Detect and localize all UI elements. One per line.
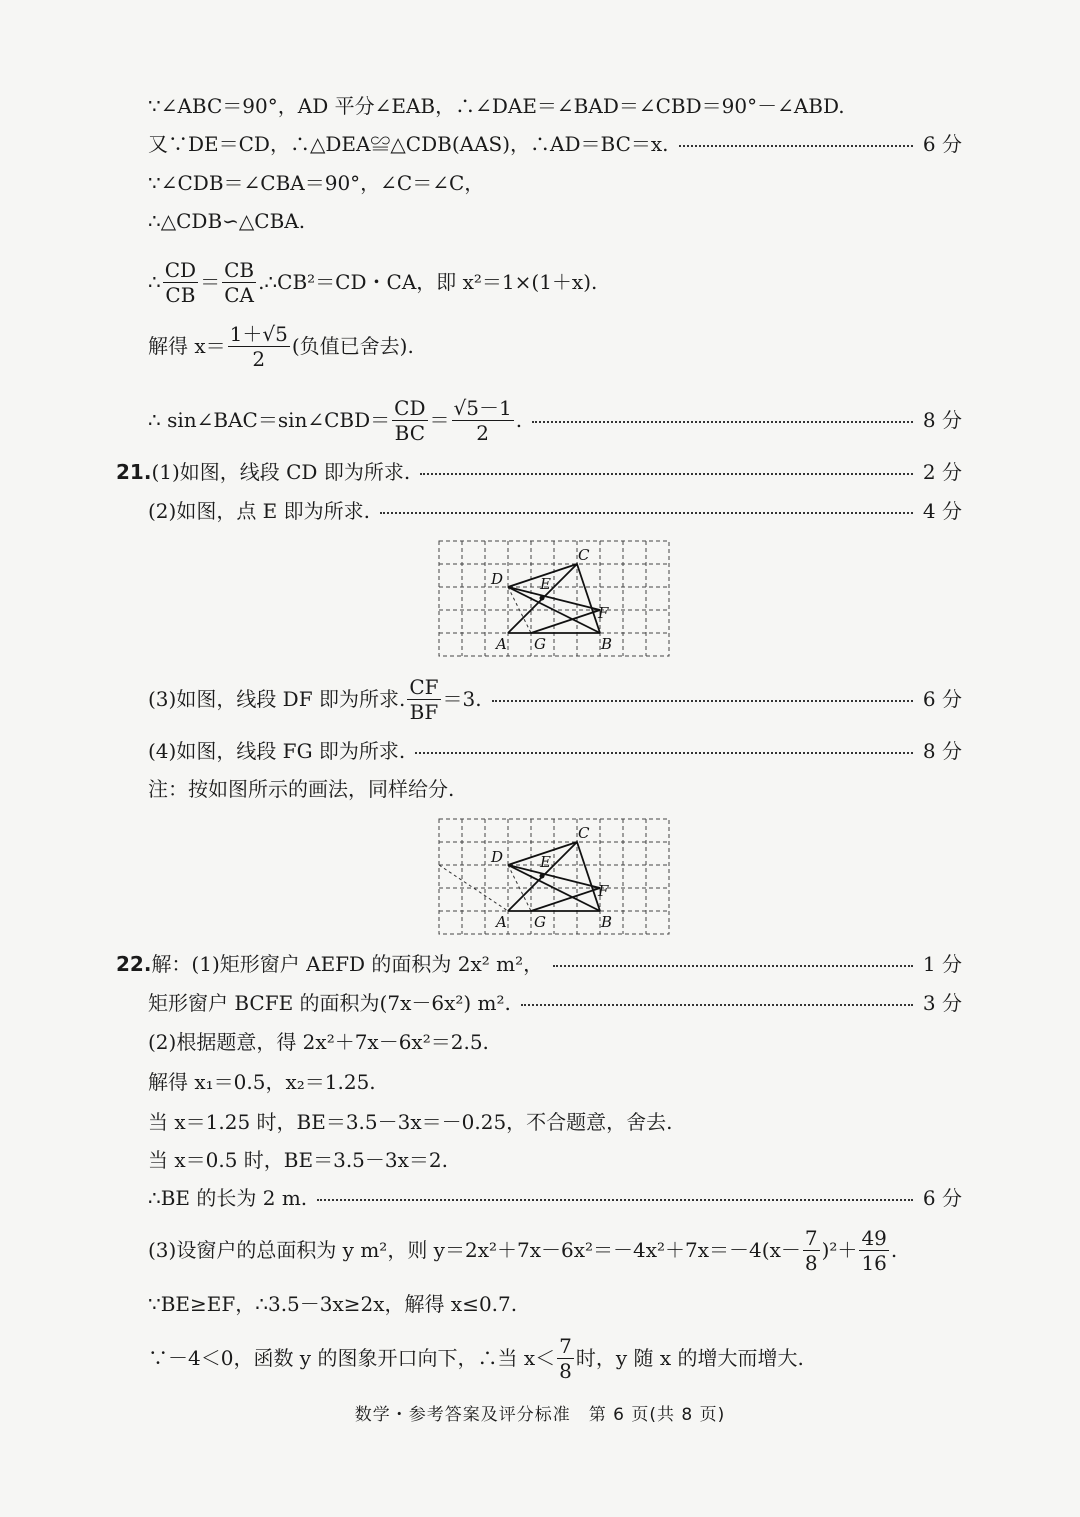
question-number: 22.	[116, 952, 152, 976]
score: 2 分	[922, 460, 962, 484]
fraction: $\frac{√5-1}{2}$	[453, 395, 512, 445]
q22-line-8: (3)设窗户的总面积为 y m²，则 y＝2x²＋7x－6x²＝－4x²＋7x＝－4(x－ $\frac{7}{8}$ )²＋ $\frac{49}{16}$ .	[148, 1225, 898, 1275]
leader-dots	[532, 421, 913, 423]
leader-dots	[553, 965, 913, 967]
label-g: G	[534, 635, 546, 653]
fraction: $\frac{CD}{BC}$	[394, 395, 426, 445]
score: 8 分	[922, 408, 962, 432]
label-c: C	[578, 546, 590, 564]
q22-line-7: ∴BE 的长为 2 m. 6 分	[148, 1182, 962, 1214]
label-d: D	[491, 848, 504, 866]
fraction: $\frac{CB}{CA}$	[224, 257, 255, 307]
q22-line-2: 矩形窗户 BCFE 的面积为(7x－6x²) m². 3 分	[148, 987, 962, 1019]
fraction: $\frac{1+√5}{2}$	[229, 321, 288, 371]
q20-line-1: ∵∠ABC＝90°，AD 平分∠EAB，∴∠DAE＝∠BAD＝∠CBD＝90°－∠ABD.	[148, 94, 845, 118]
leader-dots	[420, 473, 913, 475]
label-e: E	[540, 853, 551, 871]
q22-line-10: ∵－4＜0，函数 y 的图象开口向下，∴当 x＜ $\frac{7}{8}$ 时，y 随 x 的增大而增大.	[148, 1333, 804, 1383]
q22-line-6: 当 x＝0.5 时，BE＝3.5－3x＝2.	[148, 1148, 448, 1172]
q21-part-1: 21. (1)如图，线段 CD 即为所求. 2 分	[116, 456, 962, 488]
label-b: B	[601, 635, 613, 653]
q21-part-4: (4)如图，线段 FG 即为所求. 8 分	[148, 735, 962, 767]
leader-dots	[492, 700, 913, 702]
label-e: E	[540, 575, 551, 593]
q22-line-4: 解得 x₁＝0.5，x₂＝1.25.	[148, 1070, 376, 1094]
q20-line-2: 又∵DE＝CD，∴△DEA≌△CDB(AAS)，∴AD＝BC＝x. 6 分	[148, 128, 962, 160]
page-footer: 数学・参考答案及评分标准 第 6 页(共 8 页)	[354, 1405, 726, 1425]
score: 8 分	[922, 739, 962, 763]
leader-dots	[679, 145, 913, 147]
score: 4 分	[922, 499, 962, 523]
q22-line-1: 22. 解：(1)矩形窗户 AEFD 的面积为 2x² m²， 1 分	[116, 948, 962, 980]
q22-line-3: (2)根据题意，得 2x²＋7x－6x²＝2.5.	[148, 1030, 489, 1054]
q20-line-4: ∴△CDB∽△CBA.	[148, 209, 306, 233]
label-f: F	[598, 882, 609, 900]
q20-line-5: ∴ $\frac{CD}{CB}$ ＝ $\frac{CB}{CA}$ .∴CB²＝CD・CA，即 x²＝1×(1＋x).	[148, 257, 598, 307]
question-number: 21.	[116, 460, 152, 484]
fraction: $\frac{CF}{BF}$	[409, 674, 439, 724]
q21-part-3: (3)如图，线段 DF 即为所求. $\frac{CF}{BF}$ ＝3. 6 分	[148, 674, 962, 724]
q21-note: 注：按如图所示的画法，同样给分.	[148, 777, 455, 801]
grid-figure-1	[438, 540, 670, 658]
q22-line-9: ∵BE≥EF，∴3.5－3x≥2x，解得 x≤0.7.	[148, 1292, 518, 1316]
score: 3 分	[922, 991, 962, 1015]
score: 6 分	[922, 687, 962, 711]
leader-dots	[521, 1004, 913, 1006]
score: 6 分	[922, 132, 962, 156]
q20-line-3: ∵∠CDB＝∠CBA＝90°，∠C＝∠C，	[148, 171, 485, 195]
label-a: A	[496, 913, 507, 931]
label-b: B	[601, 913, 613, 931]
leader-dots	[415, 752, 913, 754]
q22-line-5: 当 x＝1.25 时，BE＝3.5－3x＝－0.25，不合题意，舍去.	[148, 1110, 673, 1134]
grid-figure-2	[438, 818, 670, 936]
q20-line-7: ∴ sin∠BAC＝sin∠CBD＝ $\frac{CD}{BC}$ ＝ $\frac{√5-1}{2}$ . 8 分	[148, 395, 962, 445]
fraction: $\frac{7}{8}$	[559, 1333, 572, 1383]
fraction: $\frac{CD}{CB}$	[164, 257, 197, 307]
score: 1 分	[922, 952, 962, 976]
score: 6 分	[922, 1186, 962, 1210]
fraction: $\frac{7}{8}$	[804, 1225, 818, 1275]
q20-line-6: 解得 x＝ $\frac{1+√5}{2}$ (负值已舍去).	[148, 321, 414, 371]
label-a: A	[496, 635, 507, 653]
q21-part-2: (2)如图，点 E 即为所求. 4 分	[148, 495, 962, 527]
label-g: G	[534, 913, 546, 931]
leader-dots	[380, 512, 913, 514]
label-c: C	[578, 824, 590, 842]
fraction: $\frac{49}{16}$	[861, 1225, 887, 1275]
label-f: F	[598, 604, 609, 622]
label-d: D	[491, 570, 504, 588]
leader-dots	[317, 1199, 913, 1201]
